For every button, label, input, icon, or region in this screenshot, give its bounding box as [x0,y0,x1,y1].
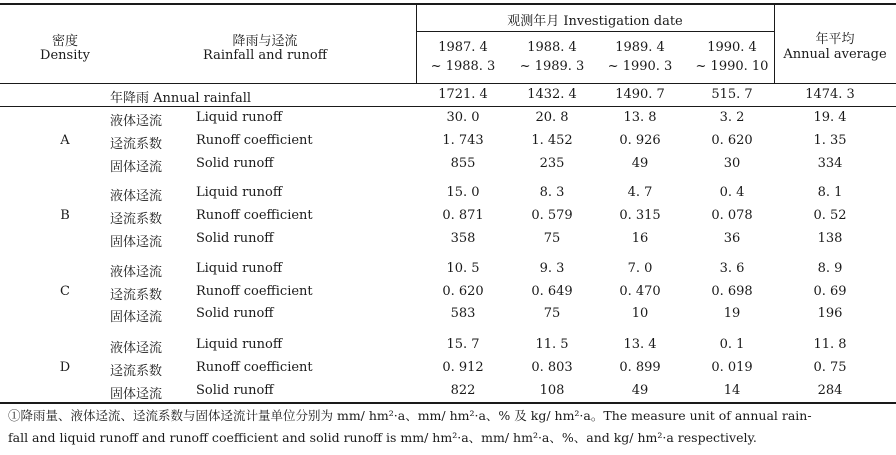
d-coef-3: 0. 899 [619,360,661,375]
c-coef-avg: 0. 69 [813,284,847,299]
c-coef-1: 0. 620 [442,284,484,299]
table-footnote [8,405,888,449]
header-subrule [416,31,774,32]
coef-label-cn: 迳流系数 [110,137,163,152]
period-4-end: ~ 1990. 10 [695,59,769,74]
period-1-end: ~ 1988. 3 [430,59,496,74]
c-coef-3: 0. 470 [619,284,661,299]
c-liquid-3: 7. 0 [627,261,653,276]
liquid-label-cn: 液体迳流 [110,265,163,280]
period-3-end: ~ 1990. 3 [607,59,673,74]
a-coef-avg: 1. 35 [813,133,847,148]
solid-label-cn: 固体迳流 [110,160,163,175]
a-liquid-2: 20. 8 [535,110,569,125]
c-liquid-2: 9. 3 [539,261,565,276]
b-solid-4: 36 [723,231,741,246]
annual-rainfall-2: 1432. 4 [527,87,577,102]
d-liquid-2: 11. 5 [535,337,569,352]
c-liquid-4: 3. 6 [719,261,745,276]
density-header-cn: 密度 [51,34,78,49]
d-coef-4: 0. 019 [711,360,753,375]
investigation-date-header: 观测年月 Investigation date [507,14,683,29]
period-3-start: 1989. 4 [615,40,665,55]
b-coef-4: 0. 078 [711,208,753,223]
c-solid-1: 583 [450,306,476,321]
d-liquid-4: 0. 1 [719,337,745,352]
a-solid-avg: 334 [817,156,843,171]
density-label-a: A [60,133,70,148]
c-coef-4: 0. 698 [711,284,753,299]
coef-label-en: Runoff coefficient [196,284,313,299]
b-solid-1: 358 [450,231,476,246]
b-coef-3: 0. 315 [619,208,661,223]
coef-label-en: Runoff coefficient [196,360,313,375]
c-solid-3: 10 [631,306,649,321]
d-solid-1: 822 [450,383,476,398]
b-solid-2: 75 [543,231,561,246]
annual-average-header-en: Annual average [783,47,887,62]
density-label-c: C [60,284,70,299]
annual-rainfall-1: 1721. 4 [438,87,488,102]
b-liquid-2: 8. 3 [539,185,565,200]
footnote-line-2: fall and liquid runoff and runoff coefficient and solid runoff is mm/ hm²·a、mm/ hm²·a、%、and kg/ hm²·a respectively. [8,430,757,445]
liquid-label-en: Liquid runoff [196,110,283,125]
annual-rainfall-3: 1490. 7 [615,87,665,102]
liquid-label-cn: 液体迳流 [110,189,163,204]
d-liquid-avg: 11. 8 [813,337,847,352]
b-liquid-avg: 8. 1 [817,185,843,200]
d-coef-2: 0. 803 [531,360,573,375]
solid-label-en: Solid runoff [196,156,274,171]
a-coef-4: 0. 620 [711,133,753,148]
b-coef-2: 0. 579 [531,208,573,223]
b-coef-1: 0. 871 [442,208,484,223]
annual-rainfall-label: 年降雨 Annual rainfall [110,91,252,106]
b-solid-avg: 138 [817,231,843,246]
annual-average-header-cn: 年平均 [815,32,855,47]
a-solid-2: 235 [539,156,565,171]
rainfall-runoff-header-en: Rainfall and runoff [203,48,327,63]
a-solid-3: 49 [631,156,649,171]
c-solid-avg: 196 [817,306,843,321]
a-coef-1: 1. 743 [442,133,484,148]
liquid-label-en: Liquid runoff [196,261,283,276]
coef-label-en: Runoff coefficient [196,133,313,148]
annual-rainfall-4: 515. 7 [711,87,753,102]
a-coef-3: 0. 926 [619,133,661,148]
d-solid-4: 14 [723,383,741,398]
solid-label-cn: 固体迳流 [110,235,163,250]
a-liquid-3: 13. 8 [623,110,657,125]
a-coef-2: 1. 452 [531,133,573,148]
a-liquid-1: 30. 0 [446,110,480,125]
d-solid-3: 49 [631,383,649,398]
coef-label-cn: 迳流系数 [110,288,163,303]
liquid-label-cn: 液体迳流 [110,114,163,129]
rainfall-bottom-rule [0,106,896,107]
density-label-b: B [60,208,70,223]
footnote-line-1: ①降雨量、液体迳流、迳流系数与固体迳流计量单位分别为 mm/ hm²·a、mm/ hm²·a、% 及 kg/ hm²·a。The measure unit of annual rain- [8,408,812,423]
b-liquid-3: 4. 7 [627,185,653,200]
header-bottom-rule [0,83,896,84]
period-1-start: 1987. 4 [438,40,488,55]
a-solid-1: 855 [450,156,476,171]
density-label-d: D [59,360,71,375]
period-2-end: ~ 1989. 3 [519,59,585,74]
liquid-label-cn: 液体迳流 [110,341,163,356]
c-solid-4: 19 [723,306,741,321]
a-liquid-avg: 19. 4 [813,110,847,125]
a-solid-4: 30 [723,156,741,171]
liquid-label-en: Liquid runoff [196,185,283,200]
coef-label-cn: 迳流系数 [110,212,163,227]
table-bottom-rule [0,402,896,404]
solid-label-en: Solid runoff [196,231,274,246]
b-solid-3: 16 [631,231,649,246]
d-liquid-1: 15. 7 [446,337,480,352]
coef-label-en: Runoff coefficient [196,208,313,223]
b-liquid-1: 15. 0 [446,185,480,200]
b-coef-avg: 0. 52 [813,208,847,223]
d-liquid-3: 13. 4 [623,337,657,352]
solid-label-en: Solid runoff [196,383,274,398]
d-solid-avg: 284 [817,383,843,398]
period-2-start: 1988. 4 [527,40,577,55]
c-liquid-avg: 8. 9 [817,261,843,276]
d-coef-avg: 0. 75 [813,360,847,375]
solid-label-en: Solid runoff [196,306,274,321]
liquid-label-en: Liquid runoff [196,337,283,352]
coef-label-cn: 迳流系数 [110,364,163,379]
b-liquid-4: 0. 4 [719,185,745,200]
period-4-start: 1990. 4 [707,40,757,55]
c-solid-2: 75 [543,306,561,321]
solid-label-cn: 固体迳流 [110,387,163,402]
d-solid-2: 108 [539,383,565,398]
rainfall-runoff-header-cn: 降雨与迳流 [232,34,298,49]
annual-rainfall-avg: 1474. 3 [805,87,855,102]
density-header-en: Density [40,48,90,63]
c-coef-2: 0. 649 [531,284,573,299]
a-liquid-4: 3. 2 [719,110,745,125]
table-top-rule [0,3,896,5]
d-coef-1: 0. 912 [442,360,484,375]
solid-label-cn: 固体迳流 [110,310,163,325]
c-liquid-1: 10. 5 [446,261,480,276]
